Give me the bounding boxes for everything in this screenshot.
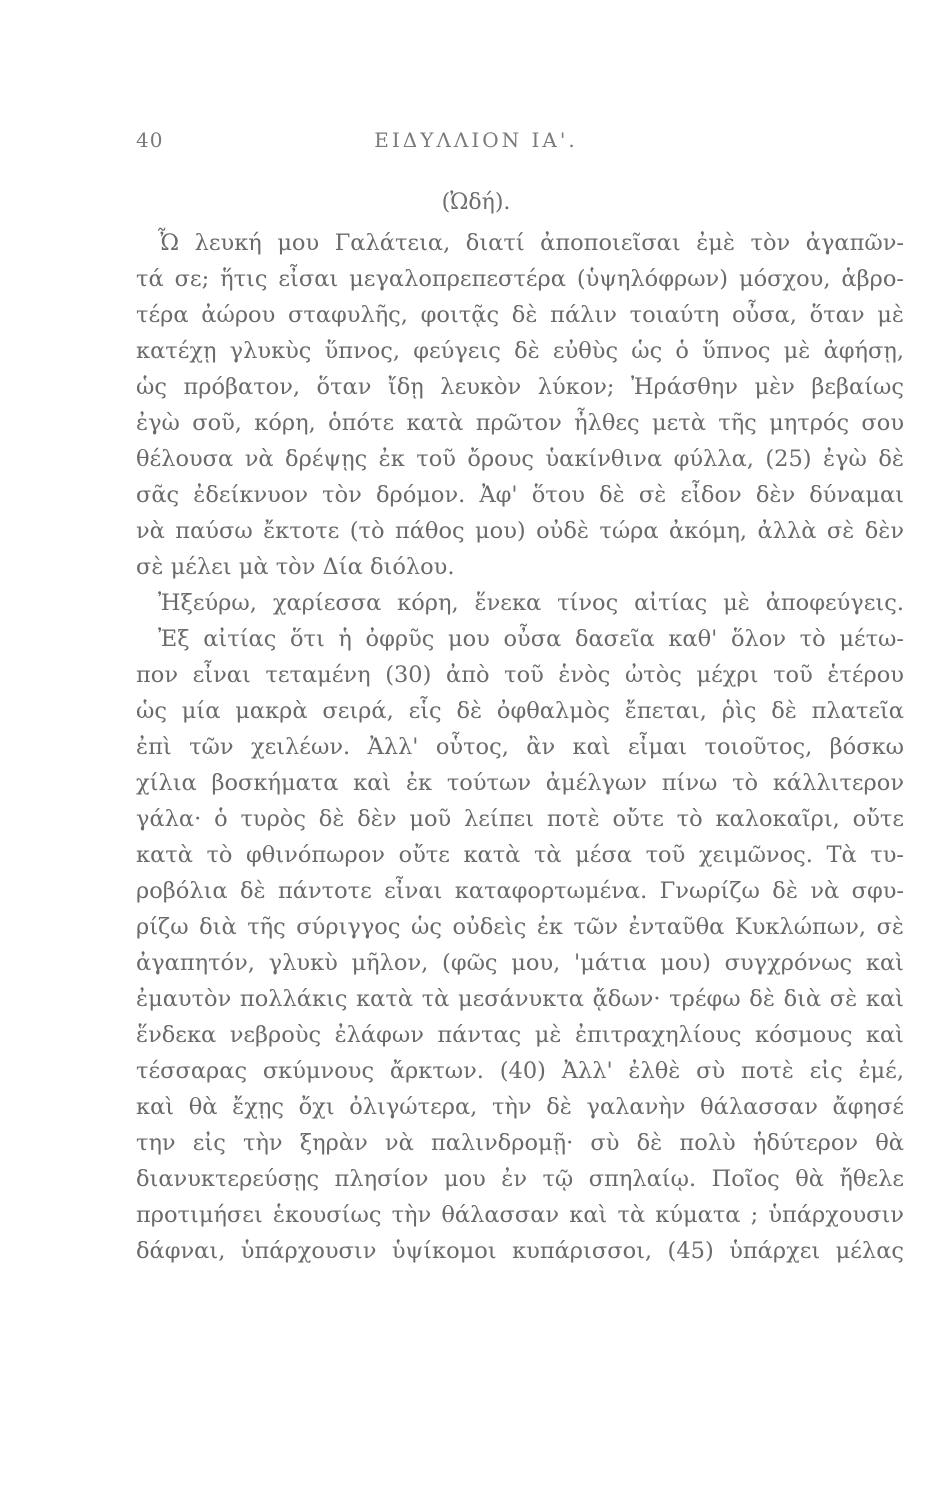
text-line: τέρα ἀώρου σταφυλῆς, φοιτᾷς δὲ πάλιν τοιαύτη οὖσα, ὅταν μὲ xyxy=(136,302,904,328)
text-line: την εἰς τὴν ξηρὰν νὰ παλινδρομῇ· σὺ δὲ πολὺ ἡδύτερον θὰ xyxy=(136,1130,904,1156)
text-line: ὡς πρόβατον, ὅταν ἴδῃ λευκὸν λύκον; Ἠράσθην μὲν βεβαίως xyxy=(136,374,904,400)
text-line: Ἐξ αἰτίας ὅτι ἡ ὀφρῦς μου οὖσα δασεῖα καθ' ὅλον τὸ μέτω- xyxy=(158,626,904,652)
running-head: ΕΙΔΥΛΛΙΟΝ ΙΑ'. xyxy=(374,128,578,152)
text-line: νὰ παύσω ἔκτοτε (τὸ πάθος μου) οὐδὲ τώρα ἀκόμη, ἀλλὰ σὲ δὲν xyxy=(136,518,904,544)
text-line: θέλουσα νὰ δρέψῃς ἐκ τοῦ ὄρους ὑακίνθινα φύλλα, (25) ἐγὼ δὲ xyxy=(136,446,904,472)
text-line: διανυκτερεύσῃς πλησίον μου ἐν τῷ σπηλαίῳ. Ποῖος θὰ ἤθελε xyxy=(136,1166,904,1192)
text-line: καὶ θὰ ἔχῃς ὄχι ὀλιγώτερα, τὴν δὲ γαλανὴν θάλασσαν ἄφησέ xyxy=(136,1094,904,1120)
text-line: Ὦ λευκή μου Γαλάτεια, διατί ἀποποιεῖσαι ἐμὲ τὸν ἀγαπῶν- xyxy=(158,230,904,256)
text-line: ὡς μία μακρὰ σειρά, εἷς δὲ ὀφθαλμὸς ἔπεται, ῥὶς δὲ πλατεῖα xyxy=(136,698,904,724)
section-title: (Ὠδή). xyxy=(441,190,511,215)
text-line: τέσσαρας σκύμνους ἄρκτων. (40) Ἀλλ' ἐλθὲ σὺ ποτὲ εἰς ἐμέ, xyxy=(136,1058,904,1084)
text-line: Ἠξεύρω, χαρίεσσα κόρη, ἕνεκα τίνος αἰτίας μὲ ἀποφεύγεις. xyxy=(158,590,904,616)
text-line: ἐπὶ τῶν χειλέων. Ἀλλ' οὗτος, ἂν καὶ εἶμαι τοιοῦτος, βόσκω xyxy=(136,734,904,760)
text-line: πον εἶναι τεταμένη (30) ἀπὸ τοῦ ἑνὸς ὠτὸς μέχρι τοῦ ἑτέρου xyxy=(136,662,904,688)
text-line: σὲ μέλει μὰ τὸν Δία διόλου. xyxy=(136,554,455,580)
text-line: ρίζω διὰ τῆς σύριγγος ὡς οὐδεὶς ἐκ τῶν ἐνταῦθα Κυκλώπων, σὲ xyxy=(136,914,904,940)
text-line: ἀγαπητόν, γλυκὺ μῆλον, (φῶς μου, 'μάτια μου) συγχρόνως καὶ xyxy=(136,950,904,976)
text-line: ροβόλια δὲ πάντοτε εἶναι καταφορτωμένα. Γνωρίζω δὲ νὰ σφυ- xyxy=(136,878,904,904)
text-line: τά σε; ἥτις εἶσαι μεγαλοπρεπεστέρα (ὑψηλόφρων) μόσχου, ἁβρο- xyxy=(136,266,904,292)
text-line: ἐγὼ σοῦ, κόρη, ὁπότε κατὰ πρῶτον ἦλθες μετὰ τῆς μητρός σου xyxy=(136,410,904,436)
text-line: ἕνδεκα νεβροὺς ἐλάφων πάντας μὲ ἐπιτραχηλίους κόσμους καὶ xyxy=(136,1022,904,1048)
text-line: χίλια βοσκήματα καὶ ἐκ τούτων ἀμέλγων πίνω τὸ κάλλιτερον xyxy=(136,770,904,796)
text-line: ἐμαυτὸν πολλάκις κατὰ τὰ μεσάνυκτα ᾄδων· τρέφω δὲ διὰ σὲ καὶ xyxy=(136,986,904,1012)
text-line: γάλα· ὁ τυρὸς δὲ δὲν μοῦ λείπει ποτὲ οὔτε τὸ καλοκαῖρι, οὔτε xyxy=(136,806,904,832)
text-line: δάφναι, ὑπάρχουσιν ὑψίκομοι κυπάρισσοι, (45) ὑπάρχει μέλας xyxy=(136,1238,904,1264)
text-line: σᾶς ἐδείκνυον τὸν δρόμον. Ἀφ' ὅτου δὲ σὲ εἶδον δὲν δύναμαι xyxy=(136,482,904,508)
page-number: 40 xyxy=(136,128,164,152)
text-line: κατέχῃ γλυκὺς ὕπνος, φεύγεις δὲ εὐθὺς ὡς ὁ ὕπνος μὲ ἀφήσῃ, xyxy=(136,338,904,364)
text-line: κατὰ τὸ φθινόπωρον οὔτε κατὰ τὰ μέσα τοῦ χειμῶνος. Τὰ τυ- xyxy=(136,842,904,868)
text-line: προτιμήσει ἑκουσίως τὴν θάλασσαν καὶ τὰ κύματα ; ὑπάρχουσιν xyxy=(136,1202,904,1228)
